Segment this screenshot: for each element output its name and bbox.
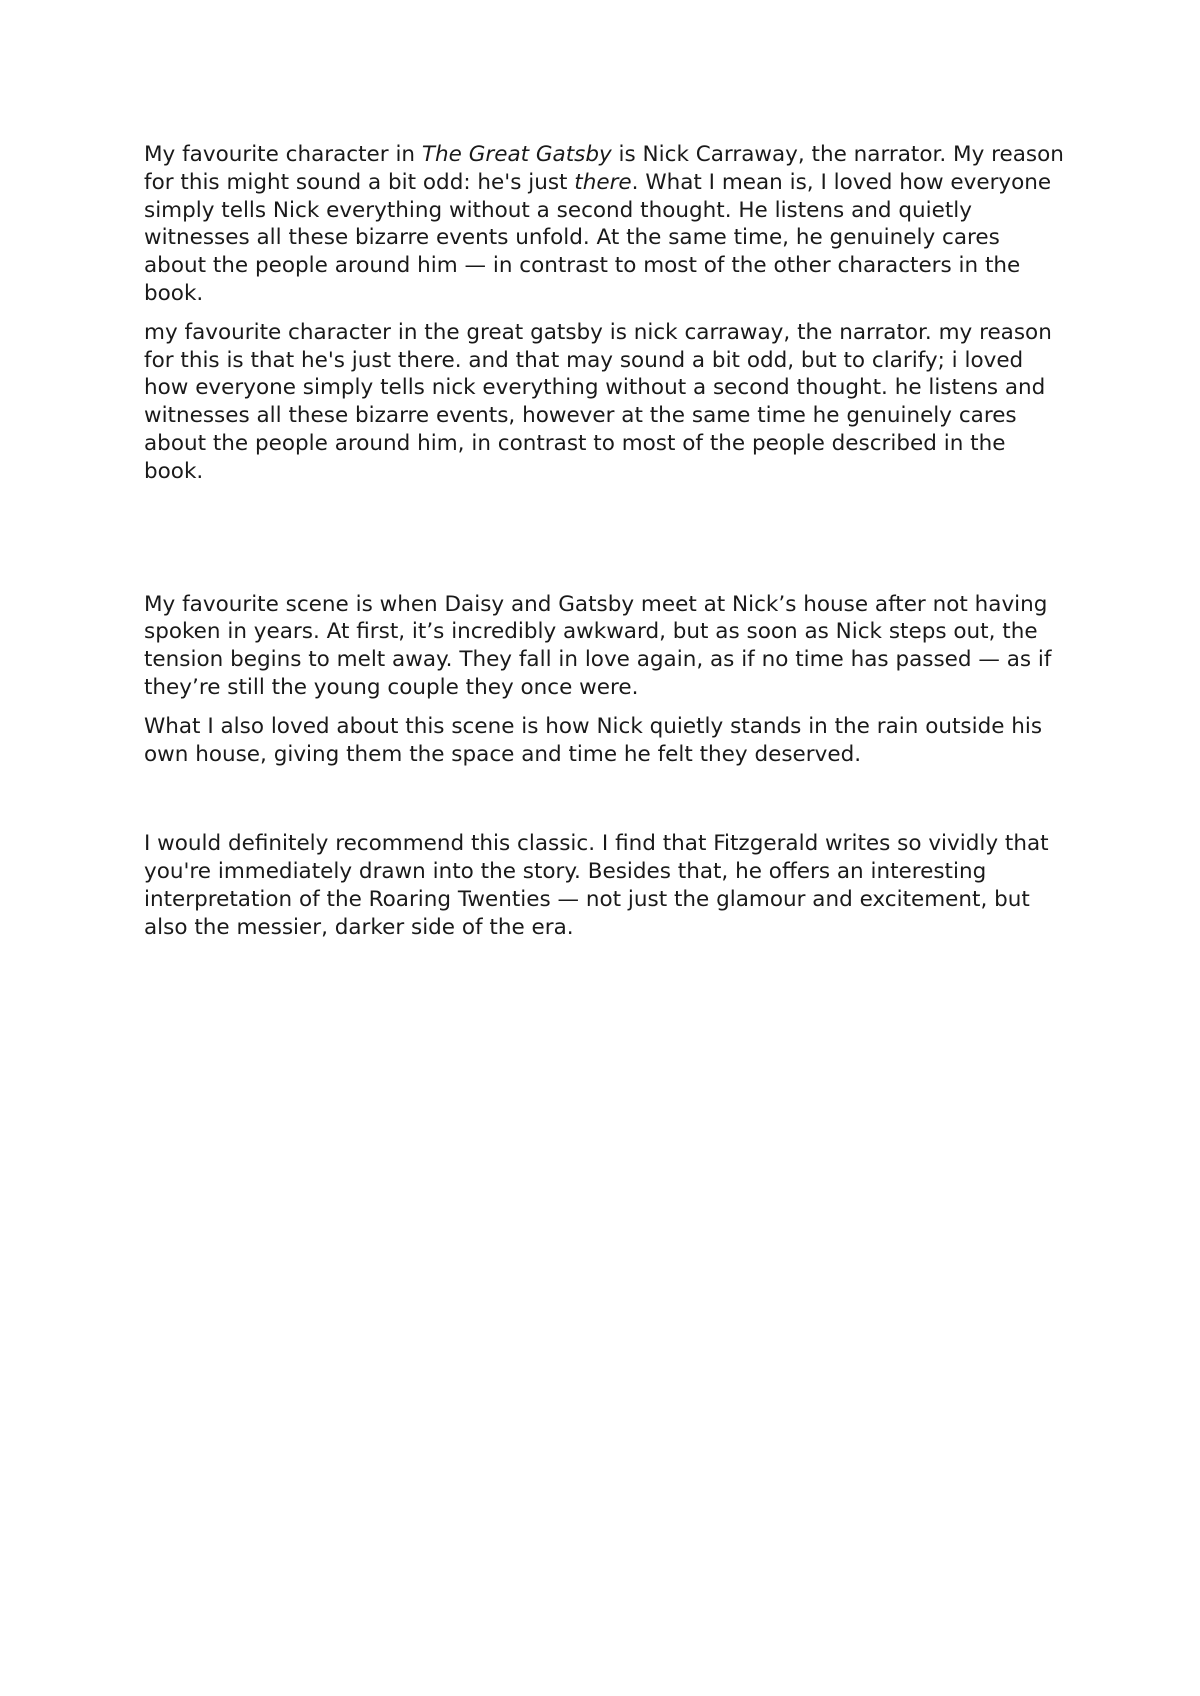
book-title: The Great Gatsby (421, 142, 612, 167)
emphasis-there: there (574, 169, 632, 195)
document-body (144, 141, 1064, 942)
paragraph-spacer (144, 308, 1064, 319)
paragraph-favourite-character-draft: my favourite character in the great gatsby is nick carraway, the narrator. my reason for this is that he's just there. and that may sound a bit odd, but to clarify; i loved how everyone simply tells nick everything without a second thought. he listens and witnesses all these bizarre events, however at the same time he genuinely cares about the people around him, in contrast to most of the people described in the book. (144, 319, 1052, 484)
section-spacer (144, 768, 1064, 830)
p1-text-1: My favourite character in (144, 142, 422, 167)
section-spacer (144, 486, 1064, 591)
paragraph-favourite-character (144, 141, 1064, 308)
paragraph-scene-detail: What I also loved about this scene is how Nick quietly stands in the rain outside his own house, giving them the space and time he felt they deserved. (144, 713, 1043, 767)
paragraph-recommendation: I would definitely recommend this classic. I find that Fitzgerald writes so vividly that you're immediately drawn into the story. Besides that, he offers an interesting interpretation of the Roaring Twenties — not just the glamour and excitement, but also the messier, darker side of the era. (144, 831, 1049, 940)
p1-text-2: is Nick Carraway, the narrator. My reason for this might sound a bit odd: he's just (144, 142, 1064, 195)
p1-text-3: . What I mean is, I loved how everyone simply tells Nick everything without a second thought. He listens and quietly witnesses all these bizarre events unfold. At the same time, he genuinely cares about the people around him — in contrast to most of the other characters in the book. (144, 169, 1052, 306)
paragraph-favourite-scene: My favourite scene is when Daisy and Gatsby meet at Nick’s house after not having spoken in years. At first, it’s incredibly awkward, but as soon as Nick steps out, the tension begins to melt away. They fall in love again, as if no time has passed — as if they’re still the young couple they once were. (144, 591, 1052, 700)
paragraph-spacer (144, 702, 1064, 713)
